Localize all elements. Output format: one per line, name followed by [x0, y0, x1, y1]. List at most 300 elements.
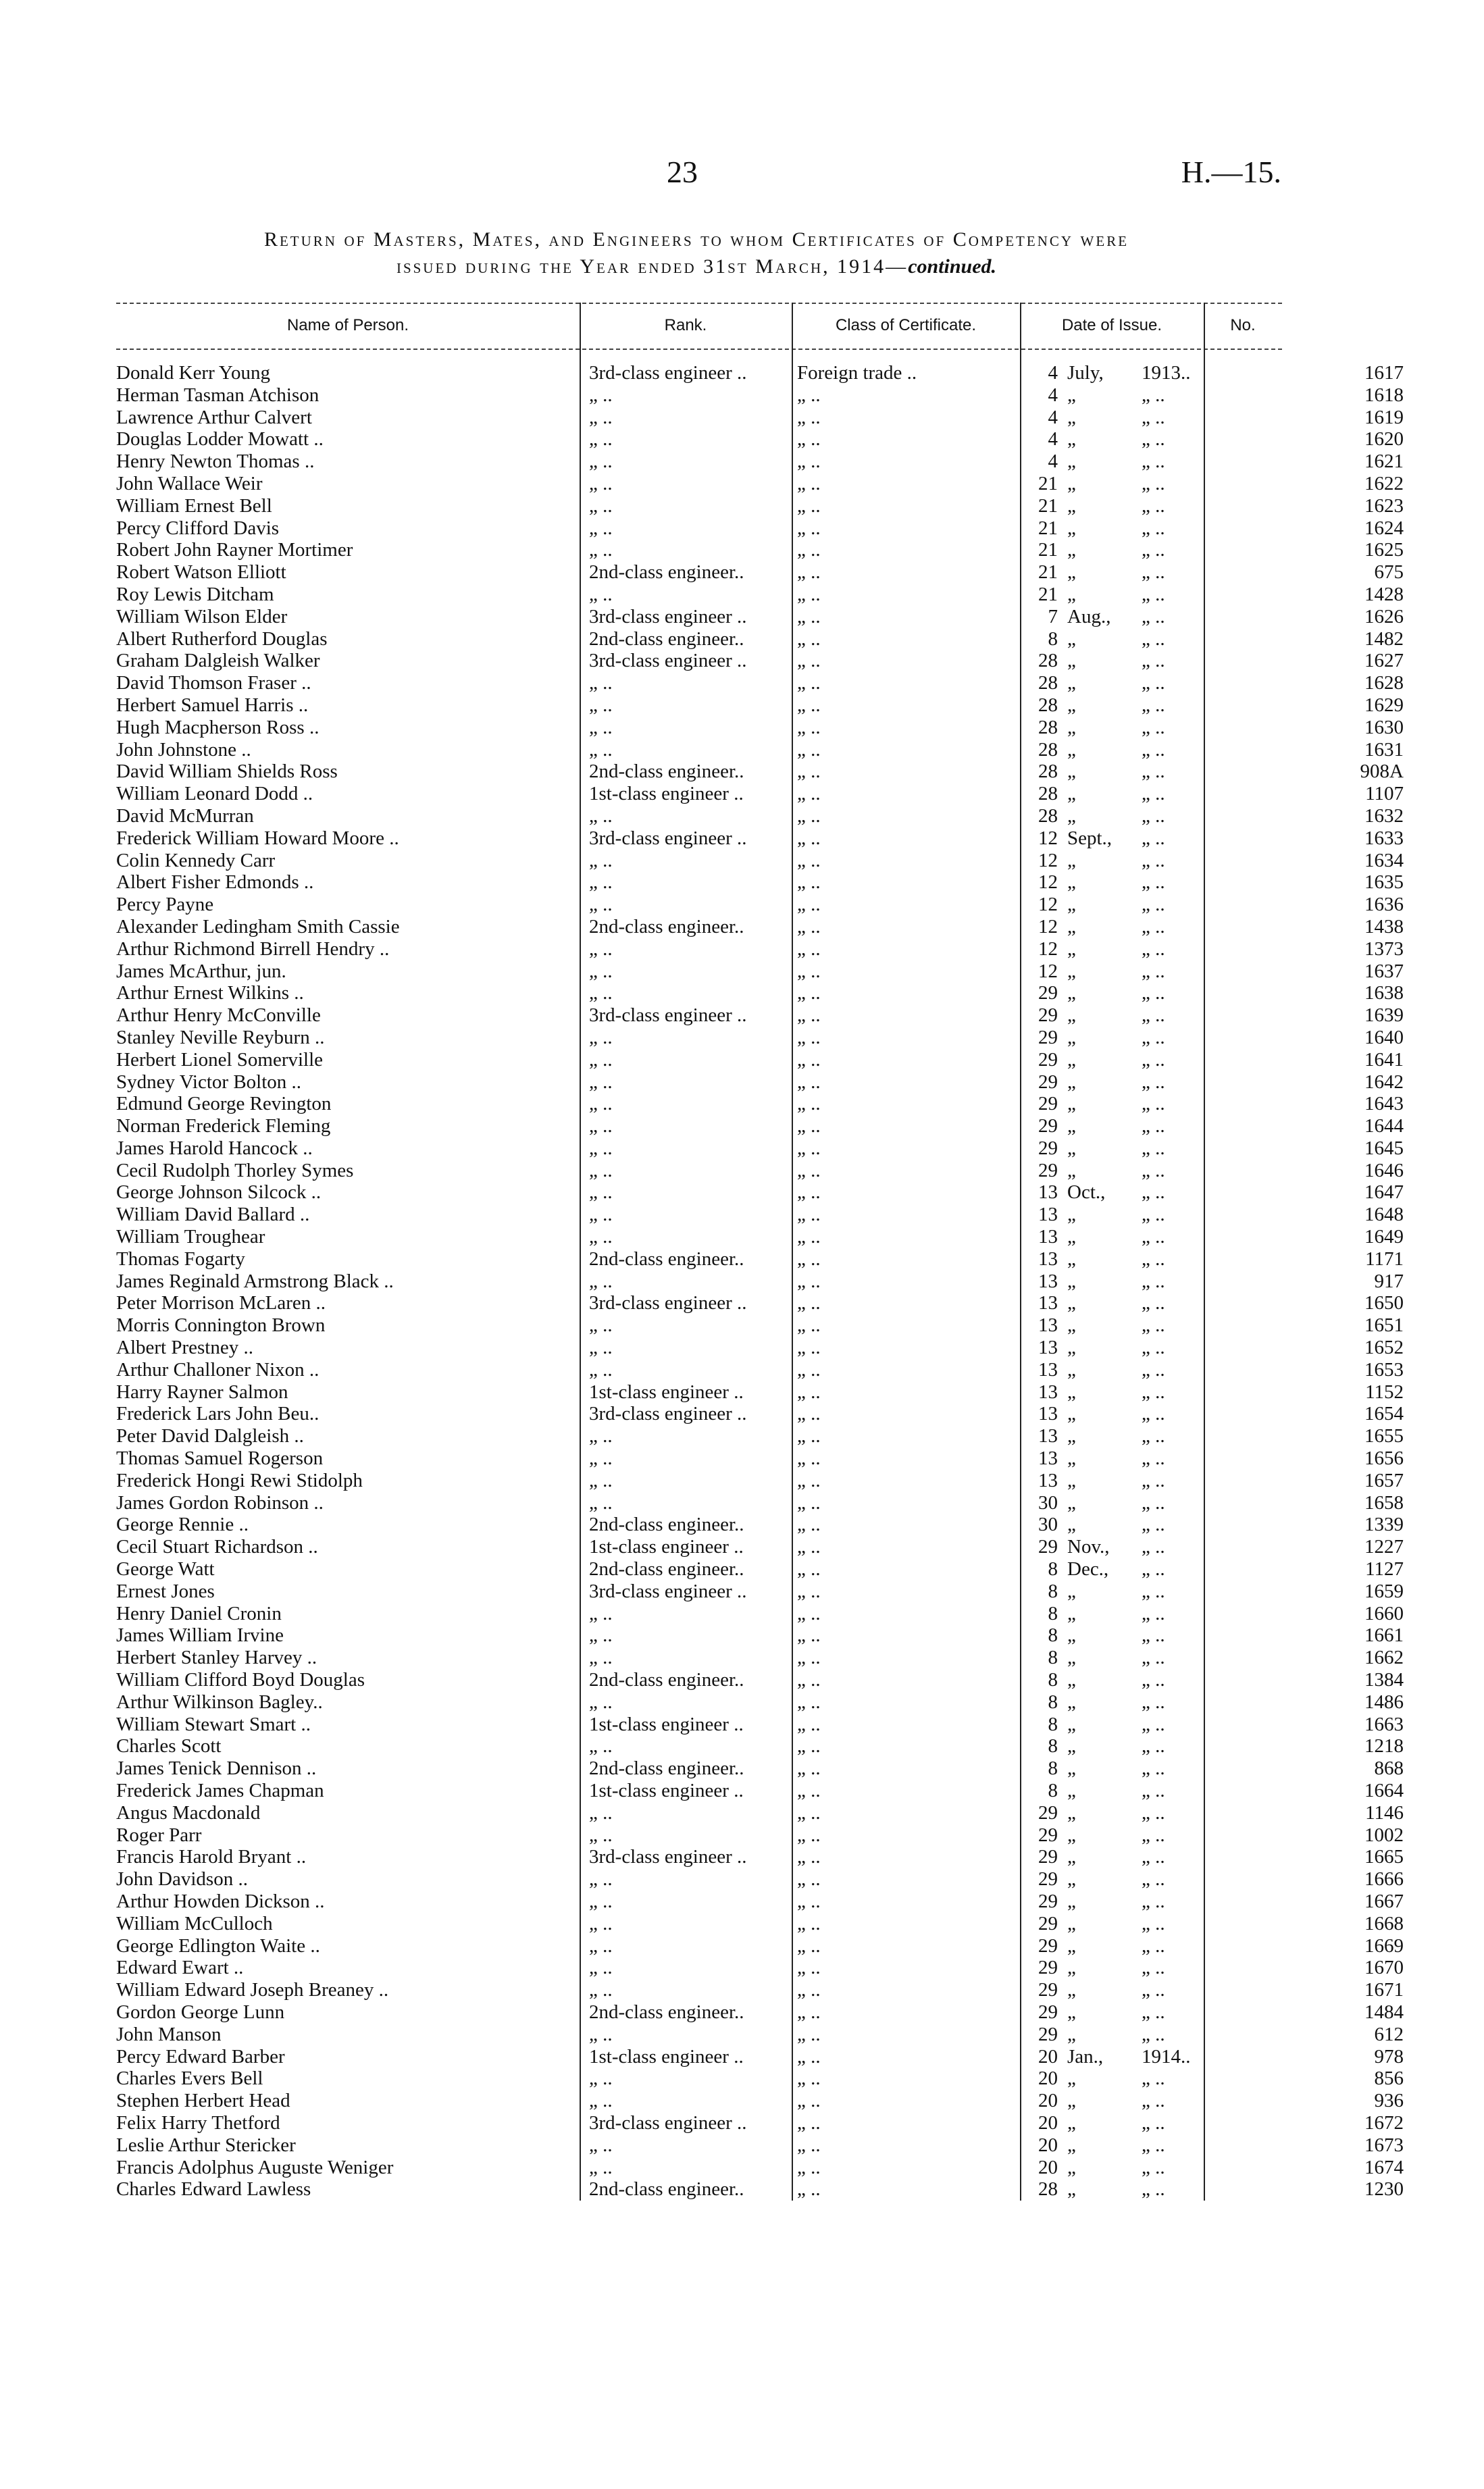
date-month: „ [1067, 627, 1076, 650]
date-year: „ .. [1142, 1491, 1165, 1514]
date-day: 4 [1048, 406, 1058, 428]
number-cell: 1659 [1364, 1580, 1404, 1602]
table-row [116, 1004, 1404, 1027]
date-cell [1025, 1558, 1316, 1581]
name-cell: Thomas Fogarty [116, 1248, 245, 1270]
date-month: „ [1067, 2156, 1076, 2178]
date-month: „ [1067, 1026, 1076, 1048]
date-day: 13 [1038, 1248, 1058, 1270]
rank-cell: 2nd-class engineer.. [589, 1514, 744, 1536]
class-cell: „ .. [797, 1181, 821, 1204]
name-cell: Cecil Rudolph Thorley Symes [116, 1159, 354, 1181]
date-month: „ [1067, 2134, 1076, 2156]
number-cell: 1643 [1364, 1093, 1404, 1115]
number-cell: 1482 [1364, 627, 1404, 650]
date-cell [1025, 916, 1316, 938]
class-cell: „ .. [797, 716, 821, 738]
table-row [116, 960, 1404, 983]
class-cell: „ .. [797, 1204, 821, 1226]
date-day: 29 [1038, 1159, 1058, 1181]
rank-cell: „ .. [589, 1159, 613, 1181]
class-cell: „ .. [797, 494, 821, 517]
number-cell: 1618 [1364, 384, 1404, 406]
class-cell: „ .. [797, 1159, 821, 1181]
date-month: „ [1067, 2111, 1076, 2134]
date-month: „ [1067, 1713, 1076, 1735]
name-cell: Arthur Wilkinson Bagley.. [116, 1691, 323, 1713]
table-row [116, 605, 1404, 628]
date-day: 21 [1038, 494, 1058, 517]
table-row [116, 2178, 1404, 2201]
table-row [116, 1846, 1404, 1868]
number-cell: 908A [1360, 761, 1404, 783]
date-month: Dec., [1067, 1558, 1109, 1581]
date-day: 13 [1038, 1337, 1058, 1359]
date-year: „ .. [1142, 605, 1165, 627]
table-row [116, 1558, 1404, 1581]
date-day: 29 [1038, 1536, 1058, 1558]
date-cell [1025, 1603, 1316, 1625]
date-year: „ .. [1142, 1026, 1165, 1048]
number-cell: 1626 [1364, 605, 1404, 627]
name-cell: Charles Scott [116, 1735, 222, 1757]
number-cell: 1620 [1364, 428, 1404, 451]
table-row [116, 627, 1404, 650]
date-day: 20 [1038, 2134, 1058, 2156]
date-year: „ .. [1142, 2111, 1165, 2134]
series-reference: H.—15. [1181, 155, 1281, 189]
rank-cell: „ .. [589, 849, 613, 871]
date-month: „ [1067, 2178, 1076, 2201]
rank-cell: 1st-class engineer .. [589, 1713, 744, 1735]
date-year: „ .. [1142, 1048, 1165, 1071]
date-month: „ [1067, 1071, 1076, 1093]
date-cell [1025, 717, 1316, 739]
date-year: „ .. [1142, 1004, 1165, 1027]
page-number: 23 [667, 155, 698, 189]
date-month: „ [1067, 583, 1076, 605]
rank-cell: „ .. [589, 1624, 613, 1647]
rank-cell: „ .. [589, 1957, 613, 1979]
name-cell: Alexander Ledingham Smith Cassie [116, 915, 400, 938]
class-cell: „ .. [797, 650, 821, 672]
number-cell: 1227 [1364, 1536, 1404, 1558]
name-cell: Sydney Victor Bolton .. [116, 1071, 302, 1093]
date-cell [1025, 517, 1316, 540]
table-row [116, 738, 1404, 761]
date-month: „ [1067, 1358, 1076, 1381]
class-cell: „ .. [797, 738, 821, 761]
date-day: 4 [1048, 428, 1058, 451]
date-day: 13 [1038, 1270, 1058, 1292]
rank-cell: „ .. [589, 1824, 613, 1846]
number-cell: 1631 [1364, 738, 1404, 761]
date-month: „ [1067, 1004, 1076, 1027]
table-row [116, 2111, 1404, 2134]
date-day: 4 [1048, 384, 1058, 406]
date-cell [1025, 783, 1316, 805]
date-day: 20 [1038, 2090, 1058, 2112]
date-cell [1025, 1447, 1316, 1470]
table-row [116, 871, 1404, 894]
date-month: Aug., [1067, 605, 1111, 627]
name-cell: Peter Morrison McLaren .. [116, 1292, 326, 1314]
date-day: 29 [1038, 1137, 1058, 1159]
date-cell [1025, 1935, 1316, 1957]
date-cell [1025, 1891, 1316, 1913]
rank-cell: „ .. [589, 2068, 613, 2090]
date-cell [1025, 1314, 1316, 1337]
date-year: „ .. [1142, 1270, 1165, 1292]
rank-cell: „ .. [589, 1890, 613, 1912]
class-cell: „ .. [797, 2111, 821, 2134]
name-cell: David McMurran [116, 804, 254, 827]
number-cell: 1670 [1364, 1957, 1404, 1979]
date-cell [1025, 1071, 1316, 1094]
number-cell: 1654 [1364, 1403, 1404, 1425]
table-row [116, 583, 1404, 606]
name-cell: George Watt [116, 1558, 215, 1581]
table-row [116, 1580, 1404, 1603]
name-cell: Arthur Henry McConville [116, 1004, 321, 1027]
date-cell [1025, 1093, 1316, 1115]
date-year: „ .. [1142, 1647, 1165, 1669]
number-cell: 1640 [1364, 1026, 1404, 1048]
table-row [116, 2001, 1404, 2024]
rank-cell: 2nd-class engineer.. [589, 1248, 744, 1270]
rank-cell: 2nd-class engineer.. [589, 627, 744, 650]
date-month: „ [1067, 451, 1076, 473]
class-cell: „ .. [797, 1801, 821, 1824]
name-cell: Colin Kennedy Carr [116, 849, 276, 871]
number-cell: 1647 [1364, 1181, 1404, 1204]
class-cell: „ .. [797, 561, 821, 584]
date-day: 8 [1048, 1735, 1058, 1757]
date-year: „ .. [1142, 1580, 1165, 1602]
table-row [116, 494, 1404, 517]
class-cell: „ .. [797, 2001, 821, 2023]
name-cell: Francis Harold Bryant .. [116, 1846, 307, 1868]
date-cell [1025, 584, 1316, 606]
name-cell: John Davidson .. [116, 1868, 248, 1891]
date-month: „ [1067, 1624, 1076, 1647]
date-cell [1025, 451, 1316, 473]
date-year: „ .. [1142, 406, 1165, 428]
date-month: „ [1067, 1314, 1076, 1337]
table-row [116, 1270, 1404, 1293]
date-month: „ [1067, 650, 1076, 672]
date-year: „ .. [1142, 960, 1165, 982]
date-year: „ .. [1142, 1071, 1165, 1093]
date-cell [1025, 1027, 1316, 1049]
date-year: „ .. [1142, 1624, 1165, 1647]
class-cell: „ .. [797, 2156, 821, 2178]
date-day: 8 [1048, 1757, 1058, 1780]
date-year: „ .. [1142, 561, 1165, 584]
date-cell [1025, 1470, 1316, 1492]
date-month: „ [1067, 1934, 1076, 1957]
table-row [116, 1358, 1404, 1381]
number-cell: 675 [1374, 561, 1404, 584]
date-day: 8 [1048, 627, 1058, 650]
number-cell: 1635 [1364, 871, 1404, 894]
number-cell: 1484 [1364, 2001, 1404, 2023]
date-year: „ .. [1142, 1314, 1165, 1337]
table-row [116, 406, 1404, 429]
rank-cell: „ .. [589, 2156, 613, 2178]
date-day: 29 [1038, 1912, 1058, 1934]
rank-cell: „ .. [589, 1048, 613, 1071]
date-year: 1914.. [1142, 2045, 1191, 2068]
date-cell [1025, 539, 1316, 561]
date-month: „ [1067, 1602, 1076, 1624]
date-cell [1025, 1624, 1316, 1647]
date-year: „ .. [1142, 1469, 1165, 1491]
rank-cell: 3rd-class engineer .. [589, 1004, 747, 1027]
name-cell: Edward Ewart .. [116, 1957, 244, 1979]
date-year: „ .. [1142, 1514, 1165, 1536]
name-cell: James Tenick Dennison .. [116, 1757, 317, 1780]
number-cell: 1339 [1364, 1514, 1404, 1536]
class-cell: „ .. [797, 1757, 821, 1780]
name-cell: Felix Harry Thetford [116, 2111, 280, 2134]
date-cell [1025, 761, 1316, 783]
date-day: 21 [1038, 539, 1058, 561]
number-cell: 917 [1374, 1270, 1404, 1292]
date-cell [1025, 2157, 1316, 2179]
date-day: 29 [1038, 982, 1058, 1004]
rank-cell: „ .. [589, 1979, 613, 2001]
rank-cell: „ .. [589, 1425, 613, 1447]
date-day: 12 [1038, 871, 1058, 894]
date-day: 13 [1038, 1314, 1058, 1337]
name-cell: Morris Connington Brown [116, 1314, 326, 1337]
rank-cell: 3rd-class engineer .. [589, 650, 747, 672]
date-day: 13 [1038, 1204, 1058, 1226]
date-cell [1025, 694, 1316, 717]
class-cell: „ .. [797, 1314, 821, 1337]
name-cell: Henry Newton Thomas .. [116, 451, 315, 473]
date-cell [1025, 1868, 1316, 1891]
name-cell: Norman Frederick Fleming [116, 1115, 331, 1137]
date-cell [1025, 1271, 1316, 1293]
number-cell: 1639 [1364, 1004, 1404, 1027]
date-year: „ .. [1142, 1425, 1165, 1447]
class-cell: „ .. [797, 1846, 821, 1868]
class-cell: Foreign trade .. [797, 362, 917, 384]
class-cell: „ .. [797, 1026, 821, 1048]
date-month: „ [1067, 761, 1076, 783]
date-month: „ [1067, 672, 1076, 694]
rank-cell: „ .. [589, 2023, 613, 2045]
rank-cell: „ .. [589, 871, 613, 894]
date-day: 28 [1038, 738, 1058, 761]
header-class: Class of Certificate. [835, 316, 977, 334]
number-cell: 1657 [1364, 1469, 1404, 1491]
name-cell: Gordon George Lunn [116, 2001, 285, 2023]
class-cell: „ .. [797, 1890, 821, 1912]
class-cell: „ .. [797, 1226, 821, 1248]
rank-cell: 3rd-class engineer .. [589, 362, 747, 384]
number-cell: 1171 [1365, 1248, 1404, 1270]
rank-cell: „ .. [589, 1868, 613, 1891]
table-row [116, 1647, 1404, 1669]
name-cell: Stephen Herbert Head [116, 2090, 290, 2112]
date-cell [1025, 2178, 1316, 2201]
date-year: „ .. [1142, 1691, 1165, 1713]
date-cell [1025, 1735, 1316, 1757]
date-month: „ [1067, 472, 1076, 494]
date-cell [1025, 1403, 1316, 1425]
number-cell: 1622 [1364, 472, 1404, 494]
number-cell: 1428 [1364, 583, 1404, 605]
name-cell: William Leonard Dodd .. [116, 783, 313, 805]
date-month: „ [1067, 494, 1076, 517]
name-cell: James William Irvine [116, 1624, 284, 1647]
date-day: 20 [1038, 2068, 1058, 2090]
class-cell: „ .. [797, 1270, 821, 1292]
date-day: 21 [1038, 472, 1058, 494]
name-cell: William McCulloch [116, 1912, 273, 1934]
class-cell: „ .. [797, 1691, 821, 1713]
date-year: „ .. [1142, 2090, 1165, 2112]
date-year: „ .. [1142, 1602, 1165, 1624]
rank-cell: 3rd-class engineer .. [589, 1580, 747, 1602]
number-cell: 1127 [1365, 1558, 1404, 1581]
number-cell: 1671 [1364, 1979, 1404, 2001]
date-month: „ [1067, 2090, 1076, 2112]
class-cell: „ .. [797, 694, 821, 716]
rank-cell: „ .. [589, 716, 613, 738]
rank-cell: 2nd-class engineer.. [589, 915, 744, 938]
date-month: „ [1067, 1979, 1076, 2001]
name-cell: Edmund George Revington [116, 1093, 332, 1115]
rank-cell: „ .. [589, 494, 613, 517]
date-cell [1025, 2134, 1316, 2157]
number-cell: 1621 [1364, 451, 1404, 473]
date-year: „ .. [1142, 2178, 1165, 2201]
date-cell [1025, 2112, 1316, 2134]
date-month: „ [1067, 1337, 1076, 1359]
number-cell: 1672 [1364, 2111, 1404, 2134]
table-row [116, 1669, 1404, 1691]
name-cell: Thomas Samuel Rogerson [116, 1447, 324, 1470]
date-day: 28 [1038, 2178, 1058, 2201]
class-cell: „ .. [797, 2178, 821, 2201]
rank-cell: „ .. [589, 428, 613, 451]
table-row [116, 1093, 1404, 1115]
class-cell: „ .. [797, 428, 821, 451]
class-cell: „ .. [797, 539, 821, 561]
date-day: 13 [1038, 1447, 1058, 1470]
table-row [116, 1801, 1404, 1824]
date-month: „ [1067, 1868, 1076, 1891]
class-cell: „ .. [797, 472, 821, 494]
date-month: „ [1067, 1292, 1076, 1314]
table-row [116, 1780, 1404, 1802]
date-cell [1025, 1691, 1316, 1714]
date-cell [1025, 1492, 1316, 1514]
table-row [116, 1071, 1404, 1094]
date-year: „ .. [1142, 1934, 1165, 1957]
name-cell: James Harold Hancock .. [116, 1137, 313, 1159]
class-cell: „ .. [797, 1868, 821, 1891]
date-day: 8 [1048, 1580, 1058, 1602]
date-month: Sept., [1067, 827, 1112, 849]
rank-cell: „ .. [589, 1602, 613, 1624]
class-cell: „ .. [797, 1602, 821, 1624]
date-day: 29 [1038, 1093, 1058, 1115]
number-cell: 1619 [1364, 406, 1404, 428]
name-cell: Henry Daniel Cronin [116, 1602, 282, 1624]
date-cell [1025, 982, 1316, 1004]
rank-cell: „ .. [589, 1647, 613, 1669]
date-cell [1025, 739, 1316, 761]
date-day: 29 [1038, 1846, 1058, 1868]
date-year: „ .. [1142, 716, 1165, 738]
table-row [116, 1912, 1404, 1935]
table-row [116, 1248, 1404, 1271]
date-year: „ .. [1142, 672, 1165, 694]
date-cell [1025, 2090, 1316, 2112]
class-cell: „ .. [797, 849, 821, 871]
rank-cell: „ .. [589, 539, 613, 561]
date-month: „ [1067, 1137, 1076, 1159]
number-cell: 1633 [1364, 827, 1404, 849]
name-cell: Angus Macdonald [116, 1801, 261, 1824]
name-cell: Robert Watson Elliott [116, 561, 286, 584]
date-month: „ [1067, 1469, 1076, 1491]
date-day: 8 [1048, 1647, 1058, 1669]
table-row [116, 1514, 1404, 1536]
number-cell: 978 [1374, 2045, 1404, 2068]
date-cell [1025, 805, 1316, 827]
date-cell [1025, 1115, 1316, 1137]
date-cell [1025, 1248, 1316, 1271]
rank-cell: „ .. [589, 1447, 613, 1470]
table-row [116, 650, 1404, 672]
date-cell [1025, 871, 1316, 894]
header-rank: Rank. [664, 316, 707, 334]
date-cell [1025, 1780, 1316, 1802]
rank-cell: 3rd-class engineer .. [589, 605, 747, 627]
date-day: 28 [1038, 650, 1058, 672]
class-cell: „ .. [797, 1780, 821, 1801]
header-no: No. [1230, 316, 1256, 334]
date-cell [1025, 1160, 1316, 1182]
number-cell: 1230 [1364, 2178, 1404, 2201]
rank-cell: „ .. [589, 1204, 613, 1226]
date-month: „ [1067, 1248, 1076, 1270]
date-year: „ .. [1142, 1536, 1165, 1558]
date-month: „ [1067, 915, 1076, 938]
class-cell: „ .. [797, 1824, 821, 1846]
date-month: „ [1067, 716, 1076, 738]
date-day: 12 [1038, 915, 1058, 938]
number-cell: 856 [1374, 2068, 1404, 2090]
name-cell: Percy Edward Barber [116, 2045, 285, 2068]
class-cell: „ .. [797, 1536, 821, 1558]
name-cell: Leslie Arthur Stericker [116, 2134, 296, 2156]
name-cell: Roger Parr [116, 1824, 202, 1846]
name-cell: Cecil Stuart Richardson .. [116, 1536, 318, 1558]
rank-cell: „ .. [589, 583, 613, 605]
date-cell [1025, 1137, 1316, 1160]
number-cell: 1629 [1364, 694, 1404, 716]
class-cell: „ .. [797, 1735, 821, 1757]
date-day: 20 [1038, 2156, 1058, 2178]
date-year: „ .. [1142, 428, 1165, 451]
